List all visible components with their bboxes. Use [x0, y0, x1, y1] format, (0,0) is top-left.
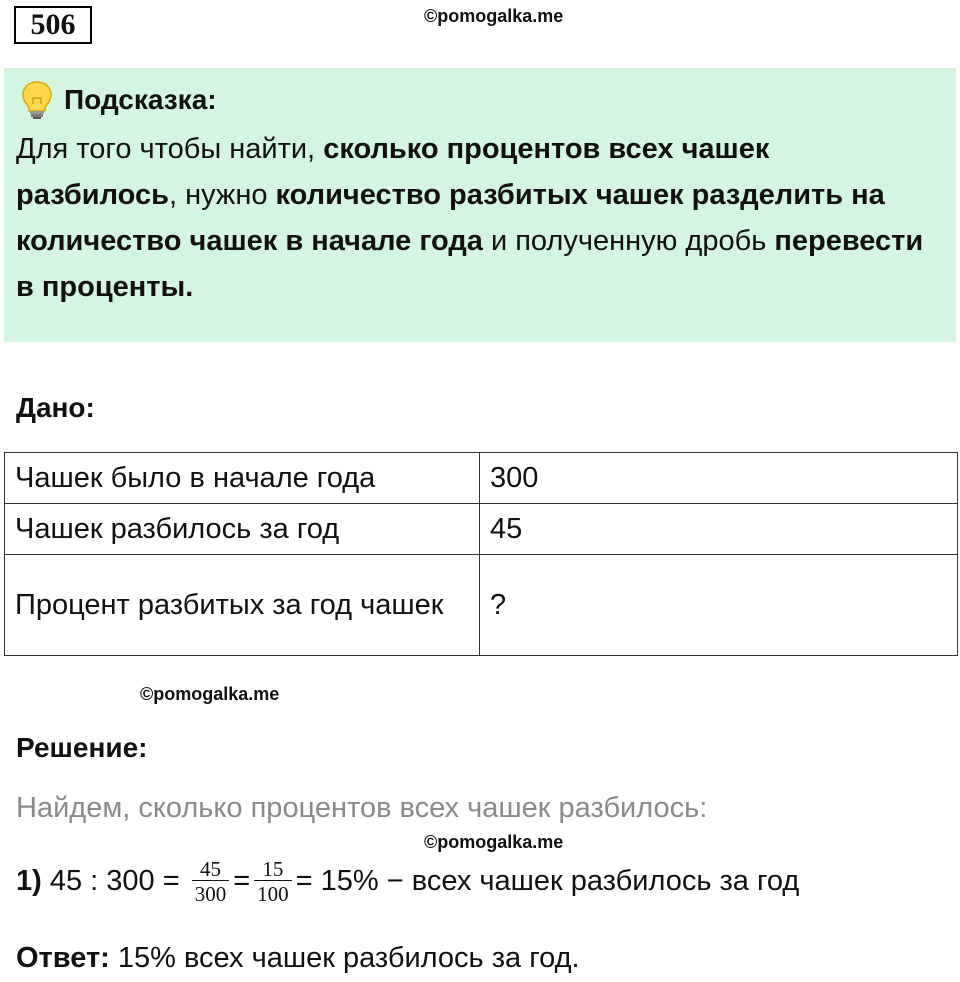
step-end: = 15% − всех чашек разбилось за год: [295, 865, 800, 897]
given-label: Процент разбитых за год чашек: [5, 555, 480, 656]
solution-step-1: [16, 858, 799, 905]
given-value: 45: [480, 504, 958, 555]
hint-text-bold: количество разбитых чашек разделить на количество чашек в начале года: [16, 179, 885, 257]
table-row: [5, 504, 958, 555]
watermark-top: ©pomogalka.me: [424, 6, 564, 26]
step-start: 45 : 300 =: [41, 865, 188, 897]
fraction-45-300: [192, 858, 230, 905]
fraction-denominator: 300: [192, 880, 230, 905]
watermark-bottom: ©pomogalka.me: [424, 832, 564, 852]
given-label: Чашек было в начале года: [5, 453, 480, 504]
hint-text-part: и полученную дробь: [482, 225, 775, 257]
fraction-numerator: 45: [199, 857, 221, 881]
equals-sign: =: [233, 865, 251, 897]
hint-text: [16, 126, 936, 310]
watermark-middle: ©pomogalka.me: [140, 684, 280, 704]
fraction-15-100: [254, 858, 292, 905]
hint-box: [4, 68, 956, 342]
table-row: [5, 555, 958, 656]
step-label: 1): [16, 865, 42, 897]
given-table: [4, 452, 958, 656]
solution-title: Решение:: [16, 732, 148, 763]
table-row: [5, 453, 958, 504]
hint-text-part: , нужно: [168, 179, 276, 211]
answer: [16, 942, 580, 975]
fraction-numerator: 15: [262, 857, 284, 881]
hint-text-bold: перевести в проценты.: [16, 225, 924, 303]
hint-text-part: Для того чтобы найти,: [16, 133, 324, 165]
given-title: Дано:: [16, 392, 95, 423]
task-number: 506: [14, 6, 92, 44]
hint-title: Подсказка:: [64, 84, 217, 115]
answer-text: 15% всех чашек разбилось за год.: [109, 942, 580, 974]
answer-label: Ответ:: [16, 942, 110, 974]
hint-header: [20, 80, 217, 120]
given-label: Чашек разбилось за год: [5, 504, 480, 555]
fraction-denominator: 100: [254, 880, 292, 905]
given-value: ?: [480, 555, 958, 656]
given-value: 300: [480, 453, 958, 504]
hint-text-bold: сколько процентов всех чашек разбилось: [16, 133, 770, 211]
solution-intro: Найдем, сколько процентов всех чашек разбилось:: [16, 792, 708, 824]
lightbulb-icon: [20, 80, 54, 120]
